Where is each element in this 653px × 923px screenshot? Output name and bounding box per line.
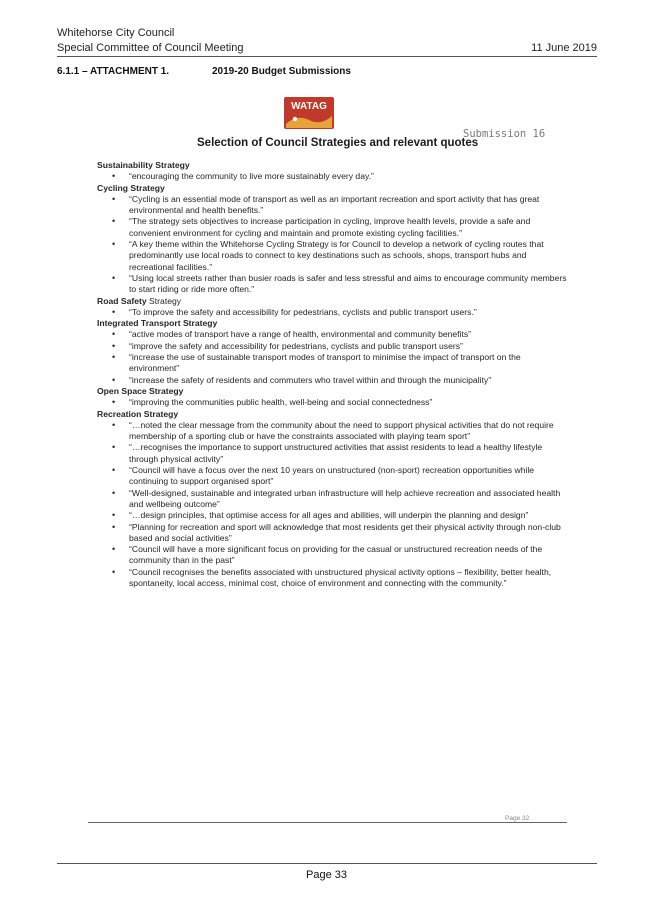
section-heading-text: Sustainability Strategy [97, 160, 190, 170]
quote-item: • “The strategy sets objectives to increase participation in cycling, improve health levels, provide a safe and convenient environment for cycling and maintain and promote existing cycling facilities.” [97, 216, 567, 239]
watag-logo [283, 96, 335, 130]
section-heading-text: Cycling Strategy [97, 182, 165, 193]
document-title: Selection of Council Strategies and relevant quotes [197, 137, 479, 149]
scanned-page-divider [88, 822, 567, 823]
logo-figure-head [293, 117, 297, 121]
quote-item: • “…noted the clear message from the community about the need to support physical activities that do not require membership of a sporting club or have the constraints associated with playing team sport” [97, 420, 567, 443]
section-heading-text: Road Safety [97, 295, 147, 306]
section-heading-text: Open Space Strategy [97, 385, 184, 396]
quote-list [97, 397, 567, 408]
quote-item: • “improve the safety and accessibility for pedestrians, cyclists and public transport users” [97, 341, 567, 352]
quote-item: • “active modes of transport have a range of health, environmental and community benefits” [97, 329, 567, 340]
quote-list [97, 329, 567, 385]
logo-text: WATAG [291, 101, 327, 112]
quote-item: • “increase the safety of residents and commuters who travel within and through the municipality” [97, 375, 567, 386]
section-heading [97, 296, 567, 307]
section-heading-text: Integrated Transport Strategy [97, 318, 218, 329]
section-heading-suffix: Strategy [146, 295, 182, 306]
header-committee: Special Committee of Council Meeting [57, 42, 244, 54]
section-heading [97, 318, 567, 329]
footer-divider [57, 863, 597, 864]
quote-item: • “Council will have a more significant focus on providing for the casual or unstructured recreation needs of the community than in the past” [97, 544, 567, 567]
section-heading [97, 386, 567, 397]
quote-item: • “A key theme within the Whitehorse Cycling Strategy is for Council to develop a network of cycling routes that predominantly use local roads to connect to key destinations such as schools, shops, transport hubs and recreational facilities.” [97, 239, 567, 273]
quote-item: • “increase the use of sustainable transport modes of transport to minimise the impact of transport on the environment” [97, 352, 567, 375]
section-heading-text: Recreation Strategy [97, 408, 179, 419]
section-heading [97, 409, 567, 420]
quote-list [97, 171, 567, 182]
quote-item: • “improving the communities public health, well-being and social connectedness” [97, 397, 567, 408]
section-heading [97, 160, 567, 171]
section-heading [97, 183, 567, 194]
quote-item: • “Council will have a focus over the next 10 years on unstructured (non-sport) recreation opportunities while continuing to support organised sport” [97, 465, 567, 488]
quote-item: • “Council recognises the benefits associated with unstructured physical activity options – flexibility, better health, spontaneity, local access, minimal cost, choice of environment and connecting with the community.” [97, 567, 567, 590]
quote-item: • “encouraging the community to live more sustainably every day.” [97, 171, 567, 182]
quote-list [97, 194, 567, 296]
page-number: Page 33 [306, 869, 347, 881]
header-date: 11 June 2019 [531, 42, 597, 54]
header-divider [57, 56, 597, 57]
strategy-list [97, 160, 567, 589]
quote-item: • “Well-designed, sustainable and integrated urban infrastructure will help achieve recreation and associated health and wellbeing outcome” [97, 488, 567, 511]
quote-item: • “…recognises the importance to support unstructured activities that assist residents to lead a healthy lifestyle through physical activity” [97, 442, 567, 465]
attachment-title: 2019-20 Budget Submissions [212, 66, 351, 77]
attachment-label: 6.1.1 – ATTACHMENT 1. [57, 66, 170, 77]
quote-item: • “Using local streets rather than busier roads is safer and less stressful and aims to encourage community members to start riding or ride more often.” [97, 273, 567, 296]
submission-stamp: Submission 16 [463, 128, 546, 140]
quote-list [97, 420, 567, 589]
quote-list [97, 307, 567, 318]
quote-item: • “…design principles, that optimise access for all ages and abilities, will underpin the planning and design” [97, 510, 567, 521]
quote-item: • “Cycling is an essential mode of transport as well as an important recreation and sport activity that has great environmental and health benefits.” [97, 194, 567, 217]
attachment-heading [57, 66, 351, 77]
quote-item: • “Planning for recreation and sport will acknowledge that most residents get their physical activity through non-club based and social activities” [97, 522, 567, 545]
quote-item: • “To improve the safety and accessibility for pedestrians, cyclists and public transport users.” [97, 307, 567, 318]
scanned-page-number: Page 32 [505, 815, 530, 822]
header-org: Whitehorse City Council [57, 27, 175, 39]
